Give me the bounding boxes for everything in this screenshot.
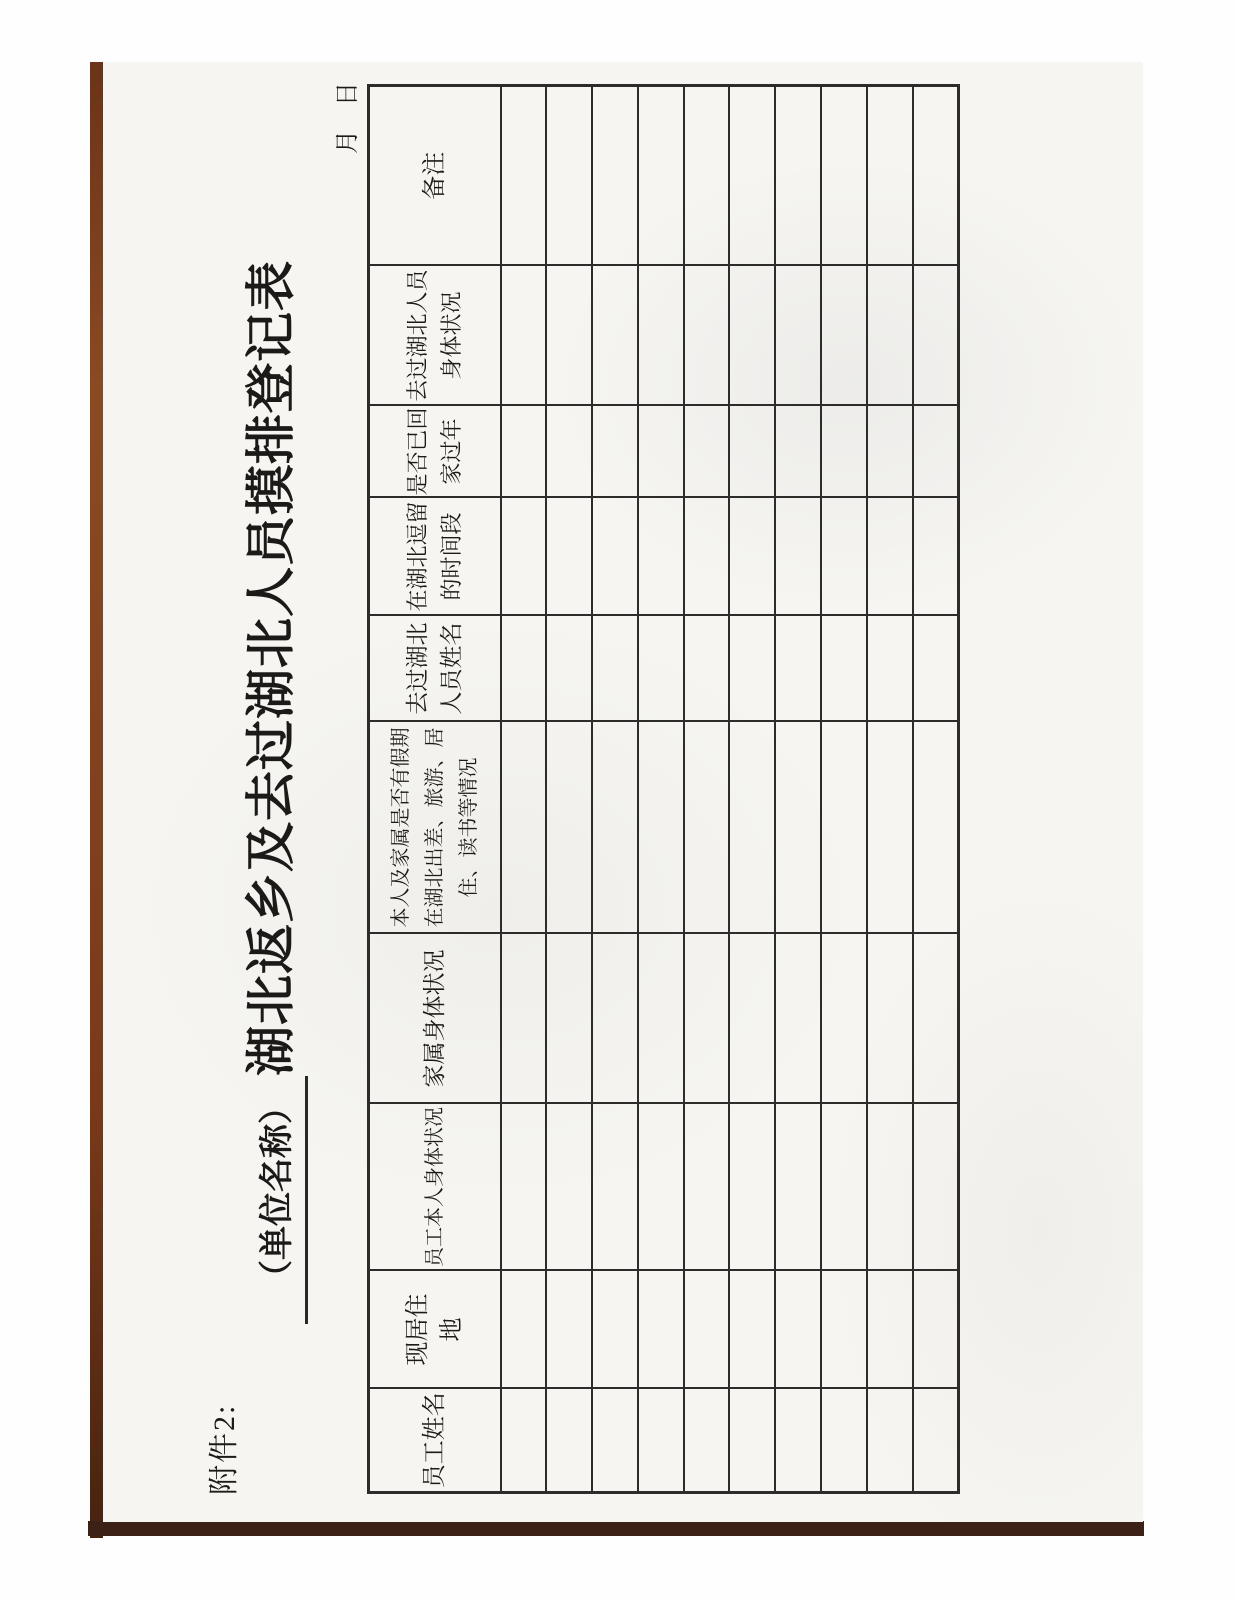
empty-cell bbox=[546, 498, 592, 616]
empty-cell bbox=[501, 934, 547, 1104]
col-header-hubei-trip-details: 本人及家属是否有假期 在湖北出差、旅游、居 住、读书等情况 bbox=[369, 722, 501, 934]
empty-cell bbox=[913, 1389, 959, 1493]
attachment-label: 附件2: bbox=[208, 1403, 241, 1495]
empty-cell bbox=[684, 498, 730, 616]
empty-cell bbox=[729, 1389, 775, 1493]
empty-cell bbox=[775, 1389, 821, 1493]
empty-cell bbox=[592, 86, 638, 266]
empty-data-row bbox=[729, 86, 775, 1493]
empty-cell bbox=[913, 1104, 959, 1271]
empty-cell bbox=[913, 616, 959, 722]
empty-cell bbox=[913, 498, 959, 616]
month-label: 月 bbox=[335, 130, 361, 154]
empty-cell bbox=[775, 934, 821, 1104]
empty-cell bbox=[638, 616, 684, 722]
empty-cell bbox=[729, 616, 775, 722]
col-header-current-residence: 现居住 地 bbox=[369, 1271, 501, 1389]
empty-cell bbox=[729, 1271, 775, 1389]
empty-cell bbox=[546, 1104, 592, 1271]
empty-cell bbox=[501, 266, 547, 406]
empty-cell bbox=[546, 934, 592, 1104]
empty-cell bbox=[913, 934, 959, 1104]
date-line bbox=[327, 82, 362, 154]
col-header-family-health: 家属身体状况 bbox=[369, 934, 501, 1104]
empty-cell bbox=[775, 1271, 821, 1389]
empty-cell bbox=[546, 406, 592, 498]
col-header-hubei-stay-period: 在湖北逗留 的时间段 bbox=[369, 498, 501, 616]
empty-cell bbox=[501, 1104, 547, 1271]
day-label: 日 bbox=[335, 82, 361, 106]
empty-cell bbox=[592, 1104, 638, 1271]
empty-cell bbox=[684, 1271, 730, 1389]
form-title-text: 湖北返乡及去过湖北人员摸排登记表 bbox=[243, 260, 299, 1076]
empty-cell bbox=[684, 86, 730, 266]
empty-cell bbox=[775, 498, 821, 616]
col-header-hubei-visitor-names: 去过湖北 人员姓名 bbox=[369, 616, 501, 722]
empty-cell bbox=[867, 1389, 913, 1493]
empty-cell bbox=[592, 406, 638, 498]
empty-cell bbox=[546, 1389, 592, 1493]
empty-cell bbox=[638, 1104, 684, 1271]
empty-cell bbox=[775, 722, 821, 934]
empty-cell bbox=[501, 498, 547, 616]
empty-data-row bbox=[684, 86, 730, 1493]
empty-cell bbox=[638, 266, 684, 406]
scanned-paper-sheet bbox=[103, 62, 1143, 1522]
empty-cell bbox=[775, 406, 821, 498]
empty-cell bbox=[775, 86, 821, 266]
empty-cell bbox=[867, 1104, 913, 1271]
header-row bbox=[369, 86, 501, 1493]
empty-data-row bbox=[638, 86, 684, 1493]
col-header-remarks: 备注 bbox=[369, 86, 501, 266]
empty-data-row bbox=[775, 86, 821, 1493]
empty-cell bbox=[821, 1389, 867, 1493]
unit-name-blank: （单位名称） bbox=[259, 1076, 308, 1324]
empty-data-row bbox=[913, 86, 959, 1493]
empty-cell bbox=[684, 266, 730, 406]
empty-cell bbox=[684, 1389, 730, 1493]
col-header-employee-health: 员工本人身体状况 bbox=[369, 1104, 501, 1271]
empty-cell bbox=[638, 86, 684, 266]
empty-cell bbox=[913, 722, 959, 934]
empty-cell bbox=[913, 86, 959, 266]
empty-cell bbox=[867, 406, 913, 498]
empty-cell bbox=[775, 266, 821, 406]
empty-cell bbox=[546, 86, 592, 266]
empty-cell bbox=[729, 498, 775, 616]
empty-cell bbox=[501, 406, 547, 498]
empty-cell bbox=[592, 722, 638, 934]
empty-cell bbox=[821, 498, 867, 616]
empty-cell bbox=[592, 498, 638, 616]
form-title bbox=[231, 62, 303, 1522]
empty-cell bbox=[501, 1271, 547, 1389]
empty-cell bbox=[867, 86, 913, 266]
empty-cell bbox=[729, 934, 775, 1104]
empty-cell bbox=[684, 934, 730, 1104]
scan-shadow-bottom-edge bbox=[88, 1521, 1144, 1536]
empty-cell bbox=[821, 1271, 867, 1389]
empty-cell bbox=[821, 934, 867, 1104]
empty-cell bbox=[546, 266, 592, 406]
empty-cell bbox=[821, 406, 867, 498]
empty-cell bbox=[867, 722, 913, 934]
empty-cell bbox=[592, 1389, 638, 1493]
empty-cell bbox=[592, 1271, 638, 1389]
empty-data-row bbox=[867, 86, 913, 1493]
empty-cell bbox=[684, 406, 730, 498]
empty-cell bbox=[729, 266, 775, 406]
empty-cell bbox=[867, 616, 913, 722]
registration-table bbox=[367, 84, 960, 1494]
empty-cell bbox=[638, 934, 684, 1104]
empty-cell bbox=[775, 1104, 821, 1271]
empty-cell bbox=[638, 1271, 684, 1389]
empty-cell bbox=[684, 722, 730, 934]
empty-cell bbox=[592, 616, 638, 722]
empty-cell bbox=[638, 406, 684, 498]
empty-cell bbox=[501, 1389, 547, 1493]
empty-cell bbox=[638, 722, 684, 934]
col-header-hubei-visitor-health: 去过湖北人员 身体状况 bbox=[369, 266, 501, 406]
empty-cell bbox=[821, 722, 867, 934]
empty-cell bbox=[821, 616, 867, 722]
empty-cell bbox=[729, 406, 775, 498]
empty-data-row bbox=[501, 86, 547, 1493]
landscape-form-content bbox=[103, 62, 1143, 1522]
empty-cell bbox=[546, 722, 592, 934]
empty-data-row bbox=[592, 86, 638, 1493]
empty-cell bbox=[592, 934, 638, 1104]
empty-cell bbox=[638, 1389, 684, 1493]
empty-cell bbox=[821, 1104, 867, 1271]
empty-cell bbox=[501, 86, 547, 266]
empty-cell bbox=[729, 1104, 775, 1271]
empty-cell bbox=[867, 934, 913, 1104]
empty-cell bbox=[729, 86, 775, 266]
empty-cell bbox=[821, 266, 867, 406]
empty-cell bbox=[867, 498, 913, 616]
empty-cell bbox=[867, 1271, 913, 1389]
empty-cell bbox=[501, 722, 547, 934]
empty-cell bbox=[684, 616, 730, 722]
empty-cell bbox=[821, 86, 867, 266]
empty-cell bbox=[592, 266, 638, 406]
empty-cell bbox=[729, 722, 775, 934]
empty-cell bbox=[546, 616, 592, 722]
empty-cell bbox=[775, 616, 821, 722]
empty-cell bbox=[501, 616, 547, 722]
empty-cell bbox=[546, 1271, 592, 1389]
scan-shadow-left-edge bbox=[90, 62, 103, 1538]
col-header-employee-name: 员工姓名 bbox=[369, 1389, 501, 1493]
empty-cell bbox=[913, 266, 959, 406]
empty-cell bbox=[913, 1271, 959, 1389]
empty-data-row bbox=[821, 86, 867, 1493]
col-header-returned-home-for-newyear: 是否已回 家过年 bbox=[369, 406, 501, 498]
empty-data-row bbox=[546, 86, 592, 1493]
empty-cell bbox=[867, 266, 913, 406]
empty-cell bbox=[684, 1104, 730, 1271]
empty-cell bbox=[913, 406, 959, 498]
empty-cell bbox=[638, 498, 684, 616]
